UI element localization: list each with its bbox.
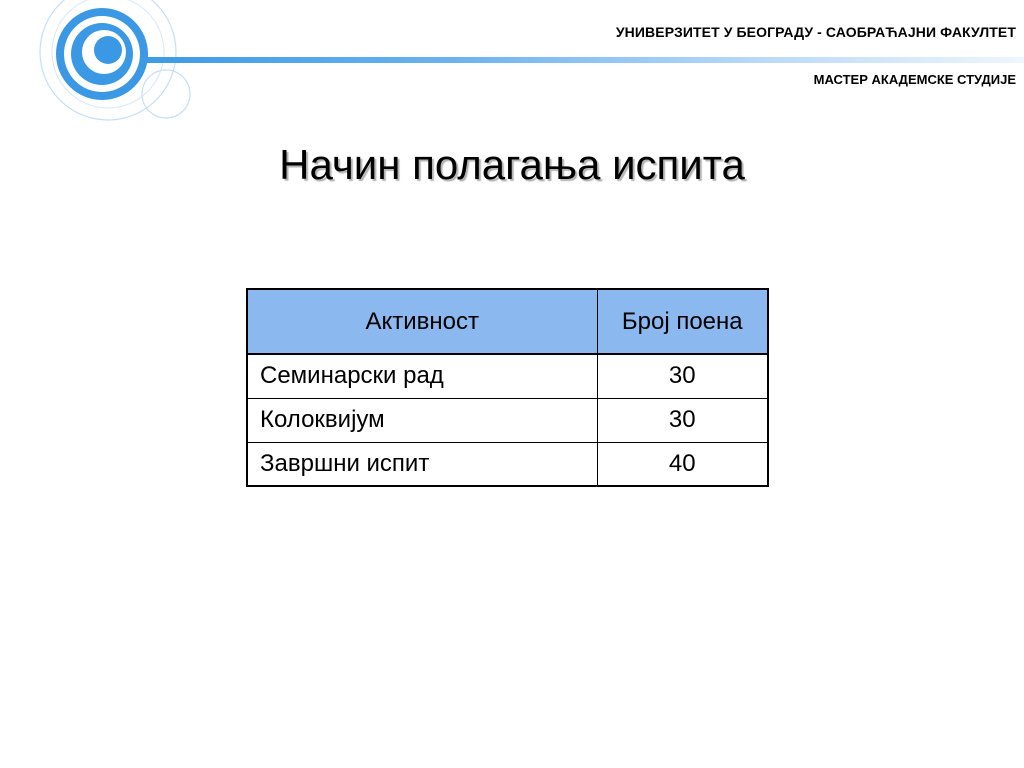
- table-row: [247, 398, 768, 442]
- page-title: Начин полагања испита: [279, 141, 745, 188]
- column-header-activity: Активност: [247, 289, 597, 354]
- header-divider: [140, 57, 1024, 63]
- activity-cell: Завршни испит: [247, 442, 597, 486]
- table-row: [247, 354, 768, 398]
- table-row: [247, 442, 768, 486]
- activity-cell: Семинарски рад: [247, 354, 597, 398]
- program-name: МАСТЕР АКАДЕМСКЕ СТУДИЈЕ: [813, 72, 1016, 87]
- table-header-row: [247, 289, 768, 354]
- points-cell: 30: [597, 354, 768, 398]
- grading-table: [246, 288, 769, 487]
- points-cell: 40: [597, 442, 768, 486]
- points-cell: 30: [597, 398, 768, 442]
- activity-cell: Колоквијум: [247, 398, 597, 442]
- column-header-points: Број поена: [597, 289, 768, 354]
- university-name: УНИВЕРЗИТЕТ У БЕОГРАДУ - САОБРАЋАЈНИ ФАКУЛТЕТ: [615, 24, 1016, 40]
